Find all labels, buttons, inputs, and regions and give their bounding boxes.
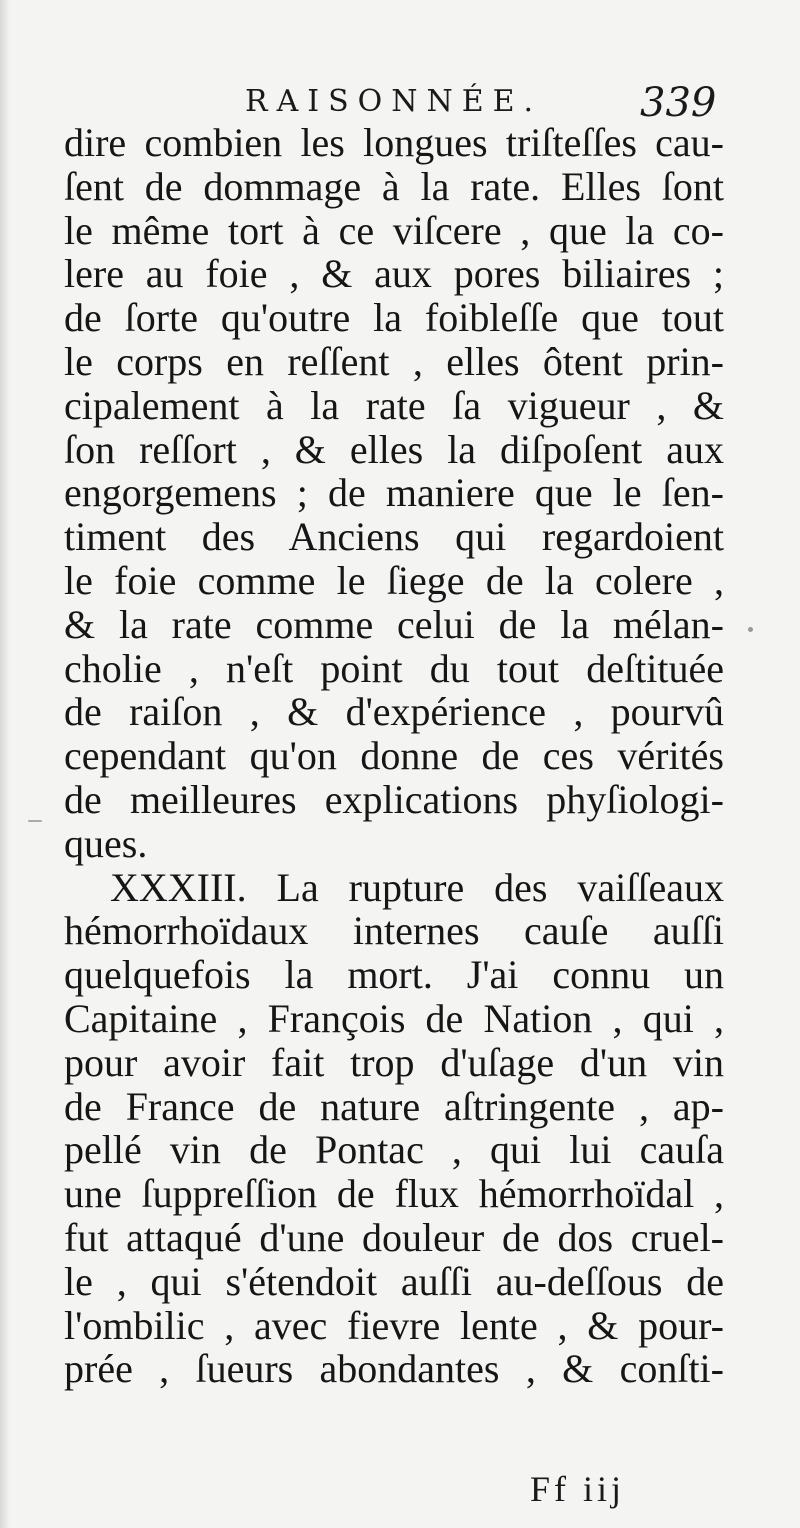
text-line: XXXIII. La rupture des vaiſſeaux <box>110 864 724 910</box>
body-text <box>64 121 724 1391</box>
text-line: ſon reſſort , & elles la diſpoſent aux <box>64 426 724 472</box>
page-number: 339 <box>640 80 717 126</box>
text-line: lere au foie , & aux pores biliaires ; <box>64 251 724 297</box>
text-line: engorgemens ; de maniere que le ſen- <box>64 470 724 516</box>
text-line: ques. <box>64 820 148 866</box>
text-line: Capitaine , François de Nation , qui , <box>64 995 724 1041</box>
ink-speck <box>28 820 42 822</box>
page-edge-shadow <box>0 0 10 1528</box>
text-line: ſent de dommage à la rate. Elles ſont <box>64 163 724 209</box>
text-line: de raiſon , & d'expérience , pourvû <box>64 689 724 735</box>
text-line: le corps en reſſent , elles ôtent prin- <box>64 338 724 384</box>
signature-mark: Ff iij <box>530 1469 626 1509</box>
text-line: cipalement à la rate ſa vigueur , & <box>64 382 724 428</box>
text-line: dire combien les longues triſteſſes cau- <box>64 120 724 165</box>
text-line: pour avoir fait trop d'uſage d'un vin <box>64 1039 724 1085</box>
text-line: de meilleures explications phyſiologi- <box>64 776 724 822</box>
text-line: prée , ſueurs abondantes , & conſti- <box>64 1346 724 1392</box>
text-line: quelquefois la mort. J'ai connu un <box>64 952 724 998</box>
text-line: une ſuppreſſion de flux hémorrhoïdal , <box>64 1171 724 1217</box>
ink-speck <box>748 627 753 632</box>
text-line: cependant qu'on donne de ces vérités <box>64 733 724 779</box>
text-line: l'ombilic , avec fievre lente , & pour- <box>64 1302 724 1348</box>
text-line: le , qui s'étendoit auſſi au-deſſous de <box>64 1258 724 1304</box>
text-line: de ſorte qu'outre la foibleſſe que tout <box>64 295 724 341</box>
text-line: le même tort à ce viſcere , que la co- <box>64 207 724 253</box>
text-line: & la rate comme celui de la mélan- <box>64 601 724 647</box>
text-line: cholie , n'eſt point du tout deſtituée <box>64 645 724 691</box>
text-line: de France de nature aſtringente , ap- <box>64 1083 724 1129</box>
text-line: timent des Anciens qui regardoient <box>64 514 724 560</box>
text-line: le foie comme le ſiege de la colere , <box>64 557 724 603</box>
text-line: fut attaqué d'une douleur de dos cruel- <box>64 1214 724 1260</box>
text-line: pellé vin de Pontac , qui lui cauſa <box>64 1127 724 1173</box>
text-line: hémorrhoïdaux internes cauſe auſſi <box>64 908 724 954</box>
running-head: RAISONNÉE. <box>245 84 543 119</box>
